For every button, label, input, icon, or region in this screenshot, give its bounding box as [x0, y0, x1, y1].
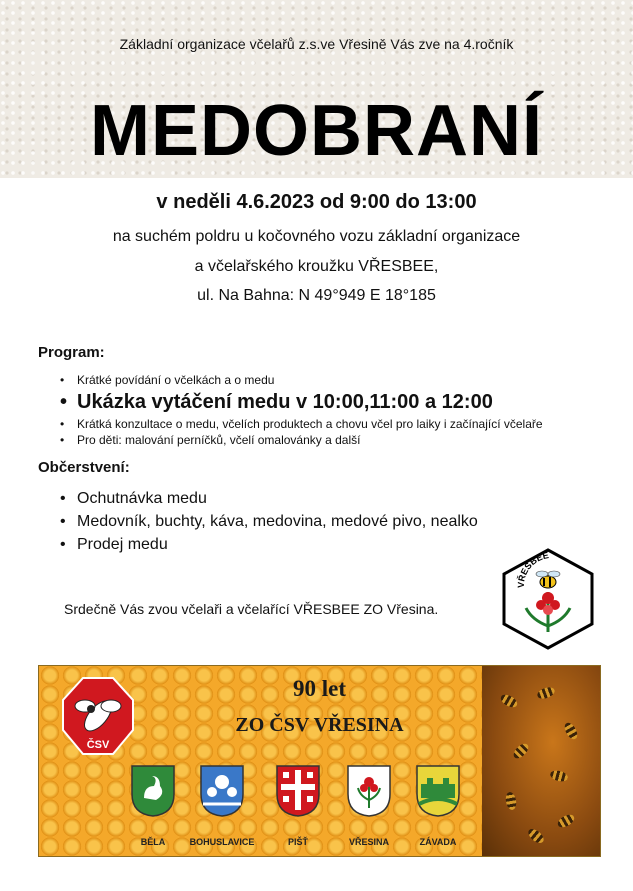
program-list: [38, 372, 543, 448]
program-heading: Program:: [38, 344, 105, 361]
event-date: v neděli 4.6.2023 od 9:00 do 13:00: [156, 191, 477, 213]
village-label-pist: PIŠŤ: [287, 837, 308, 847]
refreshment-item: • Medovník, buchty, káva, medovina, medové pivo, nealko: [38, 510, 478, 533]
invitation-text: Srdečně Vás zvou včelaři a včelařící VŘESBEE ZO Vřesina.: [64, 601, 439, 617]
banner-org: ZO ČSV VŘESINA: [235, 714, 404, 736]
village-label-bohuslavice: BOHUSLAVICE: [189, 837, 255, 847]
refreshment-item: • Prodej medu: [38, 533, 478, 556]
refreshment-item: • Ochutnávka medu: [38, 487, 478, 510]
hero-background: [0, 0, 633, 178]
refreshments-list: [38, 487, 478, 556]
crest-bela-icon: [130, 764, 176, 818]
banner-years: 90 let: [292, 676, 346, 701]
village-label-zavada: ZÁVADA: [419, 837, 457, 847]
emblem-text: ČSV: [86, 739, 110, 751]
page-title: MEDOBRANÍ: [90, 91, 543, 171]
vresbee-logo: [502, 548, 594, 650]
crest-bohuslavice-icon: [199, 764, 245, 818]
intro-text: Základní organizace včelařů z.s.ve Vřesině Vás zve na 4.ročník: [119, 36, 514, 52]
village-label-bela: BĚLA: [140, 837, 166, 847]
event-location-line1: na suchém poldru u kočovného vozu základní organizace: [112, 228, 521, 245]
program-item: • Krátká konzultace o medu, včelích produktech a chovu včel pro laiky i začínající včelaře: [38, 416, 543, 432]
refreshments-heading: Občerstvení:: [38, 459, 130, 476]
village-label-vresina: VŘESINA: [348, 837, 389, 847]
event-location-line3: ul. Na Bahna: N 49°949 E 18°185: [197, 287, 436, 304]
crest-vresina-icon: [346, 764, 392, 818]
logo-text: VŘESBEE: [515, 550, 550, 589]
crest-pist-icon: [275, 764, 321, 818]
event-location-line2: a včelařského kroužku VŘESBEE,: [194, 258, 439, 275]
program-item: • Krátké povídání o včelkách a o medu: [38, 372, 543, 388]
crest-zavada-icon: [415, 764, 461, 818]
program-item-highlight: • Ukázka vytáčení medu v 10:00,11:00 a 12:00: [38, 388, 543, 416]
program-item: • Pro děti: malování perníčků, včelí omalovánky a další: [38, 432, 543, 448]
anniversary-banner: [38, 665, 601, 857]
